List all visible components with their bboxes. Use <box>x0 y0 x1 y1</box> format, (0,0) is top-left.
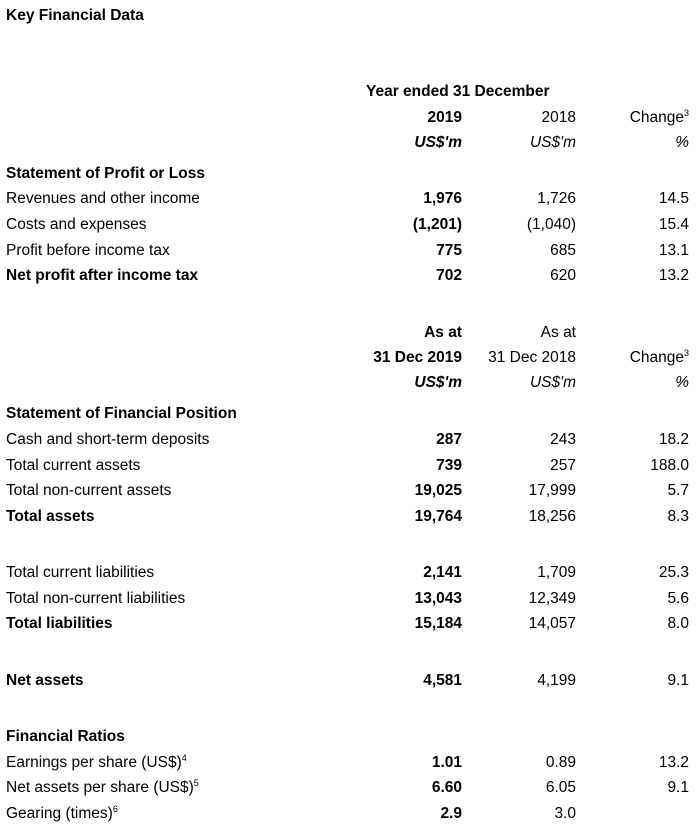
col-change-unit: % <box>675 134 689 151</box>
value-2018: 243 <box>550 431 576 448</box>
value-2018: 18,256 <box>528 508 576 525</box>
col-change-label: Change <box>629 109 684 126</box>
row-label: Net assets <box>6 672 84 689</box>
row-label: Total non-current liabilities <box>6 590 186 607</box>
value-2018: 3.0 <box>554 805 576 822</box>
col-change-header <box>630 349 689 367</box>
footnote-ref: 3 <box>683 108 689 118</box>
value-2019: 6.60 <box>431 779 462 796</box>
row-label: Total assets <box>6 508 95 525</box>
value-change: 5.7 <box>667 482 689 499</box>
row-label: Total current liabilities <box>6 564 155 581</box>
footnote-ref: 4 <box>181 753 187 763</box>
value-change: 14.5 <box>658 190 689 207</box>
col-2018-unit: US$'m <box>529 134 576 151</box>
row-label: Cash and short-term deposits <box>6 431 210 448</box>
col-change-label: Change <box>629 349 684 366</box>
value-change: 18.2 <box>658 431 689 448</box>
section-heading-financial-ratios: Financial Ratios <box>6 728 125 745</box>
row-label: Profit before income tax <box>6 242 170 259</box>
value-2019: 15,184 <box>414 615 462 632</box>
value-2019: 702 <box>436 267 462 284</box>
value-change: 8.3 <box>667 508 689 525</box>
col-2019-asat: As at <box>424 324 462 341</box>
value-2019: 775 <box>436 242 462 259</box>
value-2019: 13,043 <box>414 590 462 607</box>
value-2019: 19,764 <box>414 508 462 525</box>
value-2019: 2.9 <box>440 805 462 822</box>
value-2018: 17,999 <box>528 482 576 499</box>
value-2018: 257 <box>550 457 576 474</box>
row-label <box>6 805 118 823</box>
period-heading: Year ended 31 December <box>366 83 550 100</box>
value-change: 8.0 <box>667 615 689 632</box>
section-heading-profit-loss: Statement of Profit or Loss <box>6 165 205 182</box>
value-2018: 12,349 <box>528 590 576 607</box>
row-label <box>6 779 199 797</box>
value-2019: 1.01 <box>431 754 462 771</box>
value-change: 13.2 <box>658 267 689 284</box>
page-title: Key Financial Data <box>6 7 144 24</box>
col-2019-unit: US$'m <box>414 374 462 391</box>
row-label: Total non-current assets <box>6 482 172 499</box>
col-change-header <box>630 109 689 127</box>
row-label: Total current assets <box>6 457 141 474</box>
value-change: 9.1 <box>667 672 689 689</box>
value-2018: (1,040) <box>526 216 576 233</box>
value-2019: 1,976 <box>423 190 462 207</box>
row-label: Total liabilities <box>6 615 113 632</box>
value-2018: 14,057 <box>528 615 576 632</box>
value-2018: 620 <box>550 267 576 284</box>
col-2019-unit: US$'m <box>414 134 462 151</box>
col-2018-header: 2018 <box>541 109 576 126</box>
row-label-text: Earnings per share (US$) <box>6 754 182 771</box>
footnote-ref: 3 <box>683 348 689 358</box>
col-2018-date: 31 Dec 2018 <box>488 349 576 366</box>
col-2018-unit: US$'m <box>529 374 576 391</box>
value-2019: 19,025 <box>414 482 462 499</box>
row-label: Revenues and other income <box>6 190 200 207</box>
value-2018: 1,709 <box>537 564 576 581</box>
value-change: 9.1 <box>667 779 689 796</box>
value-2018: 1,726 <box>537 190 576 207</box>
value-2018: 0.89 <box>545 754 576 771</box>
row-label: Costs and expenses <box>6 216 147 233</box>
col-2019-header: 2019 <box>427 109 462 126</box>
footnote-ref: 6 <box>112 804 118 814</box>
value-change: 13.1 <box>658 242 689 259</box>
row-label: Net profit after income tax <box>6 267 199 284</box>
col-2019-date: 31 Dec 2019 <box>373 349 462 366</box>
section-heading-financial-position: Statement of Financial Position <box>6 405 237 422</box>
col-change-unit: % <box>675 374 689 391</box>
value-change: 15.4 <box>658 216 689 233</box>
value-2019: 287 <box>436 431 462 448</box>
value-2019: (1,201) <box>412 216 462 233</box>
value-change: 5.6 <box>667 590 689 607</box>
value-change: 13.2 <box>658 754 689 771</box>
row-label-text: Net assets per share (US$) <box>6 779 194 796</box>
value-2018: 6.05 <box>545 779 576 796</box>
col-2018-asat: As at <box>540 324 576 341</box>
footnote-ref: 5 <box>193 778 199 788</box>
value-2019: 739 <box>436 457 462 474</box>
row-label <box>6 754 187 772</box>
value-2019: 4,581 <box>423 672 462 689</box>
row-label-text: Gearing (times) <box>6 805 113 822</box>
value-change: 25.3 <box>658 564 689 581</box>
value-2019: 2,141 <box>423 564 462 581</box>
value-change: 188.0 <box>650 457 689 474</box>
value-2018: 4,199 <box>537 672 576 689</box>
value-2018: 685 <box>550 242 576 259</box>
